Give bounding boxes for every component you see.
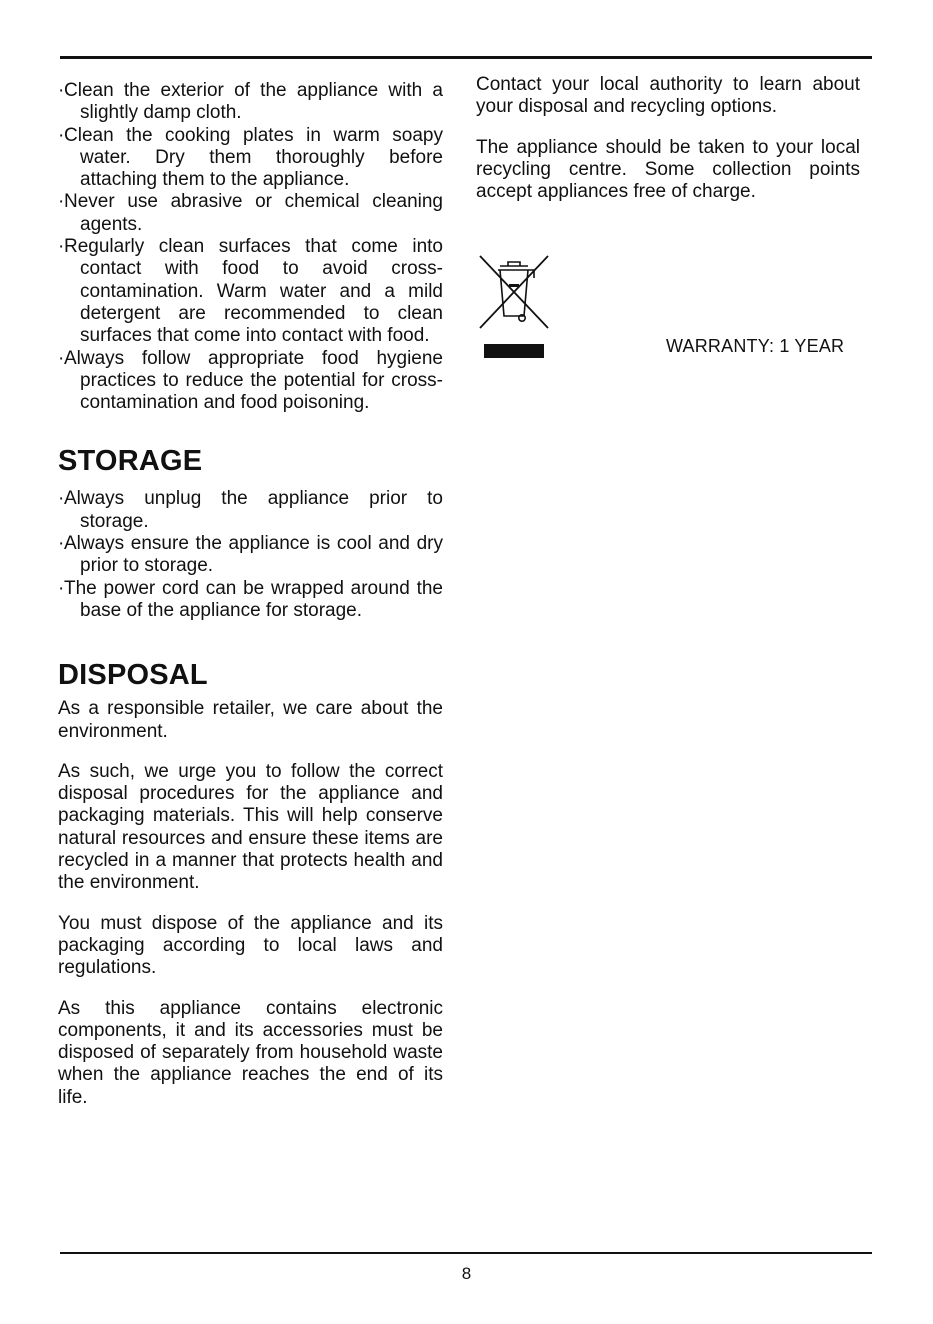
cleaning-bullet: ·Always follow appropriate food hygiene practices to reduce the potential for cross-contamination and food poisoning. (58, 347, 443, 414)
cleaning-bullet: ·Regularly clean surfaces that come into contact with food to avoid cross-contamination. Warm water and a mild detergent are recommended to clean surfaces that come into contact with food. (58, 236, 443, 347)
left-column (58, 80, 443, 1109)
storage-bullet: ·Always ensure the appliance is cool and dry prior to storage. (58, 533, 443, 577)
bullet-text: Regularly clean surfaces that come into contact with food to avoid cross-contamination. Warm water and a mild detergent are recommended to clean surfaces that come into contact with food. (64, 236, 443, 347)
disposal-heading: DISPOSAL (58, 659, 208, 692)
recycling-paragraph: The appliance should be taken to your local recycling centre. Some collection points accept appliances free of charge. (476, 136, 860, 203)
storage-bullet: ·Always unplug the appliance prior to storage. (58, 488, 443, 532)
warranty-label: WARRANTY: 1 YEAR (666, 336, 845, 356)
disposal-paragraph: You must dispose of the appliance and its packaging according to local laws and regulations. (58, 912, 443, 979)
bullet-text: The power cord can be wrapped around the base of the appliance for storage. (64, 577, 443, 621)
storage-list (58, 488, 443, 622)
cleaning-bullet: ·Clean the cooking plates in warm soapy water. Dry them thoroughly before attaching them to the appliance. (58, 124, 443, 191)
bullet-text: Clean the exterior of the appliance with a slightly damp cloth. (64, 80, 443, 124)
bullet-text: Clean the cooking plates in warm soapy water. Dry them thoroughly before attaching them to the appliance. (64, 124, 443, 191)
page-number: 8 (461, 1264, 472, 1283)
disposal-paragraph: As such, we urge you to follow the correct disposal procedures for the appliance and packaging materials. This will help conserve natural resources and ensure these items are recycled in a manner that protects health and the environment. (58, 760, 443, 894)
bullet-text: Never use abrasive or chemical cleaning agents. (64, 191, 443, 235)
bullet-text: Always unplug the appliance prior to storage. (64, 488, 443, 532)
storage-bullet: ·The power cord can be wrapped around the base of the appliance for storage. (58, 577, 443, 621)
bullet-text: Always follow appropriate food hygiene practices to reduce the potential for cross-contamination and food poisoning. (64, 347, 443, 414)
cleaning-bullet: ·Clean the exterior of the appliance with a slightly damp cloth. (58, 80, 443, 124)
disposal-paragraph: As a responsible retailer, we care about the environment. (58, 698, 443, 742)
crossed-out-wheelie-bin-icon (478, 252, 550, 358)
bottom-rule (60, 1252, 872, 1254)
cleaning-bullet: ·Never use abrasive or chemical cleaning agents. (58, 191, 443, 235)
top-rule (60, 56, 872, 59)
storage-heading: STORAGE (58, 445, 203, 478)
cleaning-list (58, 80, 443, 414)
right-column (476, 74, 860, 203)
contact-paragraph: Contact your local authority to learn about your disposal and recycling options. (476, 74, 860, 118)
disposal-paragraph: As this appliance contains electronic components, it and its accessories must be disposed of separately from household waste when the appliance reaches the end of its life. (58, 997, 443, 1108)
bullet-text: Always ensure the appliance is cool and dry prior to storage. (64, 533, 443, 577)
